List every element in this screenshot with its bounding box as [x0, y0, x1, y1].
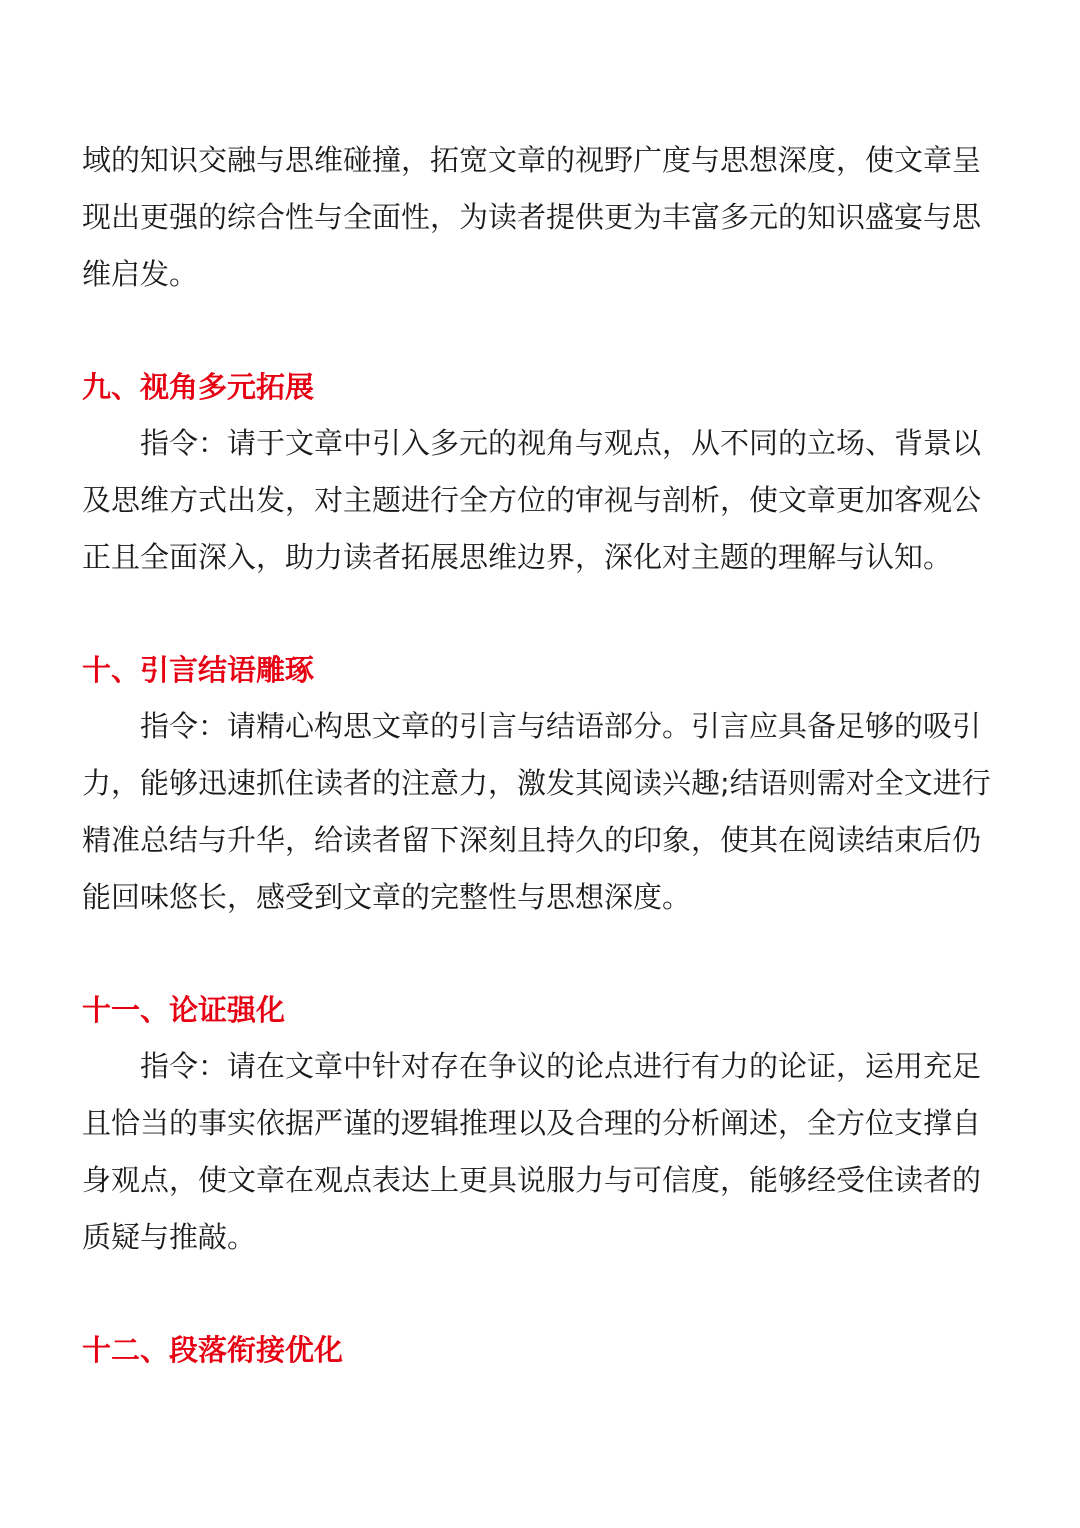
- section-heading-11: 十一、论证强化: [82, 993, 286, 1027]
- section-heading-9: 九、视角多元拓展: [82, 370, 315, 404]
- section-heading-12: 十二、段落衔接优化: [82, 1333, 344, 1367]
- section-10-instruction: 指令：请精心构思文章的引言与结语部分。引言应具备足够的吸引力，能够迅速抓住读者的注意力，激发其阅读兴趣;结语则需对全文进行精准总结与升华，给读者留下深刻且持久的印象，使其在阅读结束后仍能回味悠长，感受到文章的完整性与思想深度。: [82, 709, 991, 914]
- section-9-instruction: 指令：请于文章中引入多元的视角与观点，从不同的立场、背景以及思维方式出发，对主题进行全方位的审视与剖析，使文章更加客观公正且全面深入，助力读者拓展思维边界，深化对主题的理解与认知。: [82, 426, 982, 574]
- section-11-instruction: 指令：请在文章中针对存在争议的论点进行有力的论证，运用充足且恰当的事实依据严谨的逻辑推理以及合理的分析阐述，全方位支撑自身观点，使文章在观点表达上更具说服力与可信度，能够经受住读者的质疑与推敲。: [82, 1049, 982, 1254]
- intro-paragraph: 域的知识交融与思维碰撞，拓宽文章的视野广度与思想深度，使文章呈现出更强的综合性与全面性，为读者提供更为丰富多元的知识盛宴与思维启发。: [82, 143, 982, 291]
- section-9-body: [82, 415, 1002, 586]
- section-heading-10: 十、引言结语雕琢: [82, 653, 315, 687]
- section-10-body: [82, 698, 1002, 926]
- intro-block: [82, 132, 1002, 303]
- section-11-body: [82, 1038, 1002, 1266]
